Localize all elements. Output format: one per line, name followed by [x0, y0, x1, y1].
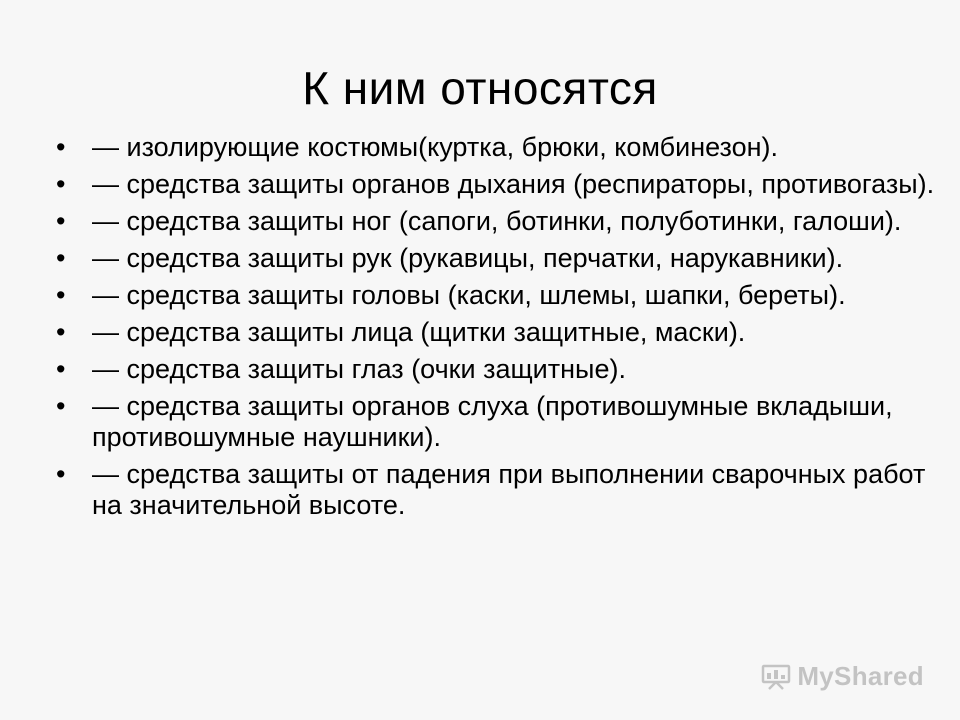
- list-item-text: — средства защиты рук (рукавицы, перчатки, нарукавники).: [92, 243, 844, 273]
- bullet-icon: •: [56, 243, 66, 273]
- bullet-icon: •: [56, 391, 66, 421]
- bullet-icon: •: [56, 459, 66, 489]
- bullet-list: [56, 132, 936, 527]
- watermark: [761, 661, 924, 692]
- bullet-icon: •: [56, 206, 66, 236]
- list-item-text: — средства защиты лица (щитки защитные, маски).: [92, 317, 746, 347]
- list-item: [56, 354, 936, 385]
- list-item-text: — средства защиты органов дыхания (респираторы, противогазы).: [92, 169, 935, 199]
- list-item: [56, 169, 936, 200]
- watermark-text: MyShared: [797, 661, 924, 691]
- bullet-icon: •: [56, 280, 66, 310]
- slide-title: К ним относятся: [302, 62, 658, 114]
- list-item: [56, 243, 936, 274]
- list-item: [56, 317, 936, 348]
- list-item-text: — изолирующие костюмы(куртка, брюки, комбинезон).: [92, 132, 779, 162]
- list-item-text: — средства защиты от падения при выполнении сварочных работ на значительной высоте.: [92, 459, 926, 520]
- bullet-icon: •: [56, 354, 66, 384]
- bullet-icon: •: [56, 132, 66, 162]
- list-item-text: — средства защиты органов слуха (противошумные вкладыши, противошумные наушники).: [92, 391, 893, 452]
- list-item-text: — средства защиты головы (каски, шлемы, шапки, береты).: [92, 280, 846, 310]
- list-item: [56, 391, 936, 453]
- list-item: [56, 132, 936, 163]
- presentation-board-icon: [761, 664, 791, 690]
- list-item: [56, 280, 936, 311]
- list-item-text: — средства защиты глаз (очки защитные).: [92, 354, 626, 384]
- bullet-icon: •: [56, 317, 66, 347]
- list-item: [56, 459, 936, 521]
- bullet-icon: •: [56, 169, 66, 199]
- list-item: [56, 206, 936, 237]
- list-item-text: — средства защиты ног (сапоги, ботинки, полуботинки, галоши).: [92, 206, 902, 236]
